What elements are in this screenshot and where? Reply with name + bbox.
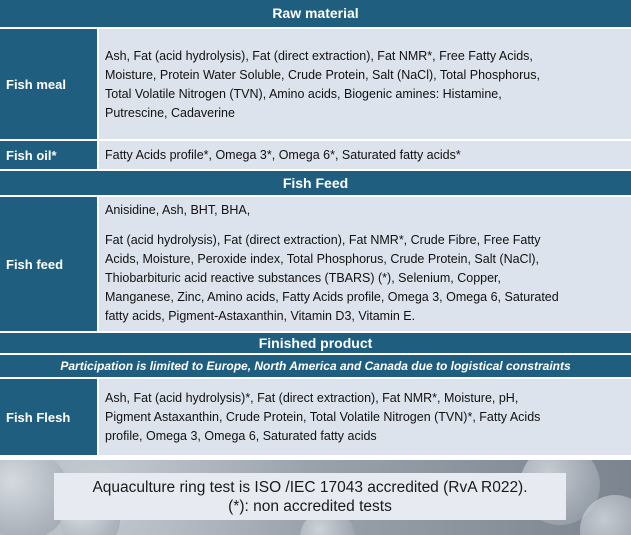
fish-oil-line: Fatty Acids profile*, Omega 3*, Omega 6*, Saturated fatty acids* [105,148,461,162]
fish-meal-line: Moisture, Protein Water Soluble, Crude Protein, Salt (NaCl), Total Phosphorus, [105,68,540,82]
fish-feed-row [0,197,631,333]
participation-note [0,355,631,379]
raw-material-header [0,0,631,29]
accreditation-note [54,473,566,520]
fish-feed-content [99,197,631,331]
fish-oil-content [99,141,631,169]
finished-product-header-text: Finished product [258,335,373,351]
fish-oil-row [0,141,631,171]
raw-material-header-text: Raw material [272,5,359,21]
fish-feed-first-line: Anisidine, Ash, BHT, BHA, [105,203,251,217]
fish-feed-line: Fat (acid hydrolysis), Fat (direct extraction), Fat NMR*, Crude Fibre, Free Fatty [105,233,541,247]
fish-meal-row [0,29,631,141]
finished-product-header [0,333,631,355]
fish-feed-header [0,171,631,197]
fish-feed-line: fatty acids, Pigment-Astaxanthin, Vitamin D3, Vitamin E. [105,309,416,323]
non-accredited-line: (*): non accredited tests [228,498,392,515]
fish-meal-content [99,29,631,139]
fish-feed-line: Thiobarbituric acid reactive substances (TBARS) (*), Selenium, Copper, [105,271,501,285]
fish-flesh-label: Fish Flesh [0,379,99,455]
fish-oil-label: Fish oil* [0,141,99,169]
fish-meal-line: Ash, Fat (acid hydrolysis), Fat (direct extraction), Fat NMR*, Free Fatty Acids, [105,49,533,63]
fish-feed-line: Manganese, Zinc, Amino acids, Fatty Acids profile, Omega 3, Omega 6, Saturated [105,290,559,304]
fish-meal-line: Total Volatile Nitrogen (TVN), Amino acids, Biogenic amines: Histamine, [105,87,502,101]
accreditation-line: Aquaculture ring test is ISO /IEC 17043 accredited (RvA R022). [92,479,528,496]
footer-background [0,460,631,535]
fish-flesh-row [0,379,631,455]
fish-flesh-line: Ash, Fat (acid hydrolysis)*, Fat (direct extraction), Fat NMR*, Moisture, pH, [105,391,519,405]
fish-flesh-line: Pigment Astaxanthin, Crude Protein, Total Volatile Nitrogen (TVN)*, Fatty Acids [105,410,541,424]
fish-meal-line: Putrescine, Cadaverine [105,106,235,120]
participation-note-text: Participation is limited to Europe, North America and Canada due to logistical constraints [60,359,571,373]
fish-feed-header-text: Fish Feed [282,175,349,191]
fish-flesh-line: profile, Omega 3, Omega 6, Saturated fatty acids [105,429,377,443]
fish-feed-line: Acids, Moisture, Peroxide index, Total Phosphorus, Crude Protein, Salt (NaCl), [105,252,539,266]
fish-feed-label: Fish feed [0,197,99,331]
fish-flesh-content [99,379,631,455]
fish-meal-label: Fish meal [0,29,99,139]
